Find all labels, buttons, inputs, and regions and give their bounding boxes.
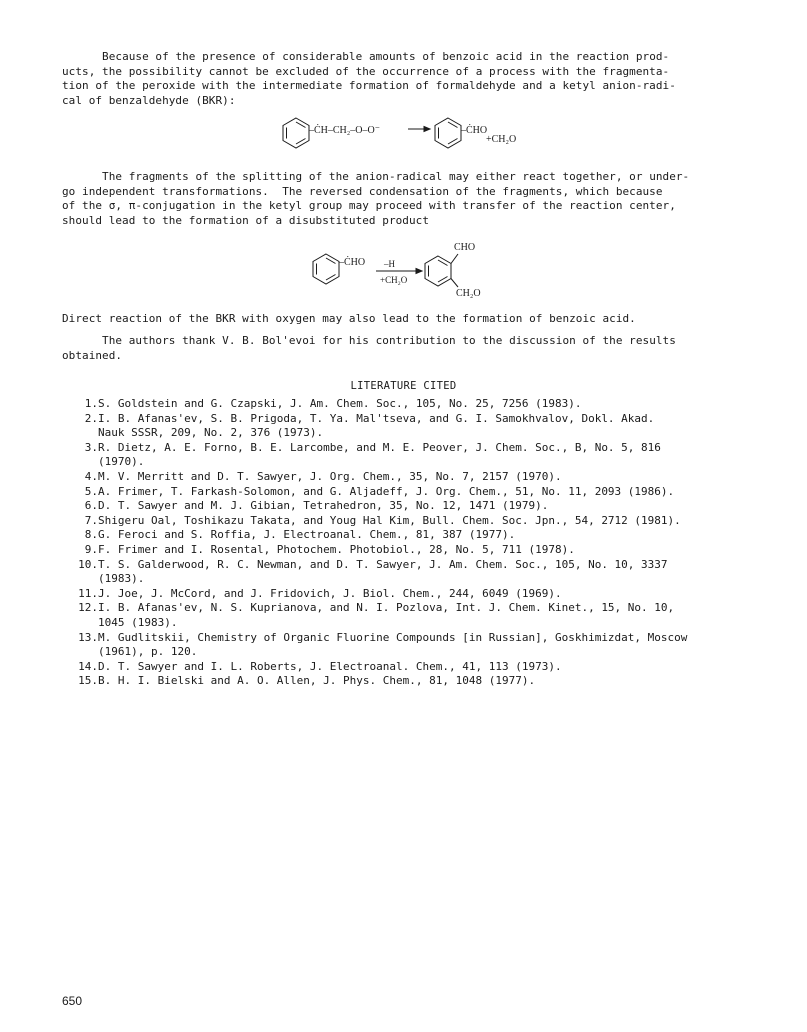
reference-item [62,441,762,470]
reaction-scheme-fragmentation [280,114,580,160]
reference-number: 11. [78,586,98,600]
benzene-ring-reactant [313,254,339,284]
reference-text: D. T. Sawyer and I. L. Roberts, J. Electroanal. Chem., 41, 113 (1973). [98,659,562,673]
reference-text: I. B. Afanas'ev, S. B. Prigoda, T. Ya. Mal'tseva, and G. I. Samokhvalov, Dokl. Akad. Nauk SSSR, 209, No. 2, 376 (1973). [98,411,655,440]
reference-item [62,514,762,529]
reference-number: 1. [84,397,98,410]
reference-number: 13. [78,630,98,644]
reference-number: 9. [84,542,98,556]
reference-text: M. V. Merritt and D. T. Sawyer, J. Org. Chem., 35, No. 7, 2157 (1970). [98,469,562,483]
reference-text: Shigeru Oal, Toshikazu Takata, and Youg Hal Kim, Bull. Chem. Soc. Jpn., 54, 2712 (1981). [98,513,681,527]
scheme2-left-group: –ĊHO [339,257,366,268]
scheme2-arrow-bottom-label: +CH₂O [380,275,408,285]
reference-item [62,397,762,412]
reference-number: 4. [84,469,98,483]
reference-number: 2. [84,411,98,425]
reference-text: B. H. I. Bielski and A. O. Allen, J. Phys. Chem., 81, 1048 (1977). [98,674,536,688]
reference-item [62,558,762,587]
reference-item [62,674,762,689]
reference-number: 8. [84,528,98,542]
reference-text: G. Feroci and S. Roffia, J. Electroanal. Chem., 81, 387 (1977). [98,528,516,542]
scheme2-arrow-top-label: –H [384,259,395,269]
reference-item [62,485,762,500]
reaction-arrow [376,269,422,274]
reference-item [62,601,762,630]
reference-item [62,631,762,660]
scheme1-left-group: –ĊH–CH₂–O–O⁻ [309,125,380,136]
paragraph-fragmentation: Because of the presence of considerable amounts of benzoic acid in the reaction prod- ucts, the possibility cannot be excluded of the occurrence of a process with the fragmenta- tion of the peroxide with the intermediate formation of formaldehyde and a ketyl anion-radi- cal of benzaldehyde (BKR): [62,50,676,107]
scheme2-bottom-substituent: CH₂O [456,288,481,299]
reference-number: 6. [84,499,98,513]
reference-number: 7. [84,513,98,527]
reference-text: J. Joe, J. McCord, and J. Fridovich, J. Biol. Chem., 244, 6049 (1969). [98,586,562,600]
benzene-ring-product [425,254,458,287]
reference-text: S. Goldstein and G. Czapski, J. Am. Chem. Soc., 105, No. 25, 7256 (1983). [98,397,582,410]
reference-number: 15. [78,674,98,688]
benzene-ring-left [283,118,309,148]
paragraph-acknowledgment: The authors thank V. B. Bol'evoi for his contribution to the discussion of the results obtained. [62,334,676,362]
reference-text: A. Frimer, T. Farkash-Solomon, and G. Aljadeff, J. Org. Chem., 51, No. 11, 2093 (1986). [98,484,675,498]
reference-item [62,587,762,602]
reference-text: I. B. Afanas'ev, N. S. Kuprianova, and N. I. Pozlova, Int. J. Chem. Kinet., 15, No. 10, 1045 (1983). [98,601,675,629]
reference-item [62,543,762,558]
reference-item [62,528,762,543]
reference-text: F. Frimer and I. Rosental, Photochem. Photobiol., 28, No. 5, 711 (1978). [98,542,575,556]
paragraph-fragments: The fragments of the splitting of the anion-radical may either react together, or under- go independent transformations. The reversed condensation of the fragments, which because of the σ, π-conjugation in the ketyl group may proceed with transfer of the reaction center, should lead to the formation of a disubstituted product [62,170,690,227]
benzene-ring-right [435,118,461,148]
reference-text: R. Dietz, A. E. Forno, B. E. Larcombe, and M. E. Peover, J. Chem. Soc., B, No. 5, 816 (1970). [98,440,661,469]
reaction-scheme-1-drawing [280,114,580,160]
reference-text: D. T. Sawyer and M. J. Gibian, Tetrahedron, 35, No. 12, 1471 (1979). [98,499,549,513]
reference-number: 5. [84,484,98,498]
reference-number: 14. [78,659,98,673]
reference-number: 12. [78,601,98,615]
reference-item [62,660,762,675]
reaction-scheme-2-drawing [310,240,510,300]
literature-title: LITERATURE CITED [350,380,457,392]
scheme1-byproduct: +CH₂O [486,134,517,145]
reference-number: 10. [78,557,98,571]
reference-item [62,470,762,485]
reference-item [62,499,762,514]
reaction-scheme-condensation [310,240,510,300]
page-number: 650 [62,994,83,1008]
scheme1-right-group: –ĊHO [461,125,488,136]
paragraph-direct-reaction: Direct reaction of the BKR with oxygen may also lead to the formation of benzoic acid. [62,312,636,325]
reference-text: M. Gudlitskii, Chemistry of Organic Fluorine Compounds [in Russian], Goskhimizdat, Moscow (1961), p. 120. [98,630,688,659]
scheme2-top-substituent: CHO [454,242,476,253]
reaction-arrow [408,127,430,132]
reference-number: 3. [84,440,98,454]
reference-item [62,412,762,441]
reference-list [62,397,762,689]
reference-text: T. S. Galderwood, R. C. Newman, and D. T. Sawyer, J. Am. Chem. Soc., 105, No. 10, 3337 (1983). [98,557,668,586]
